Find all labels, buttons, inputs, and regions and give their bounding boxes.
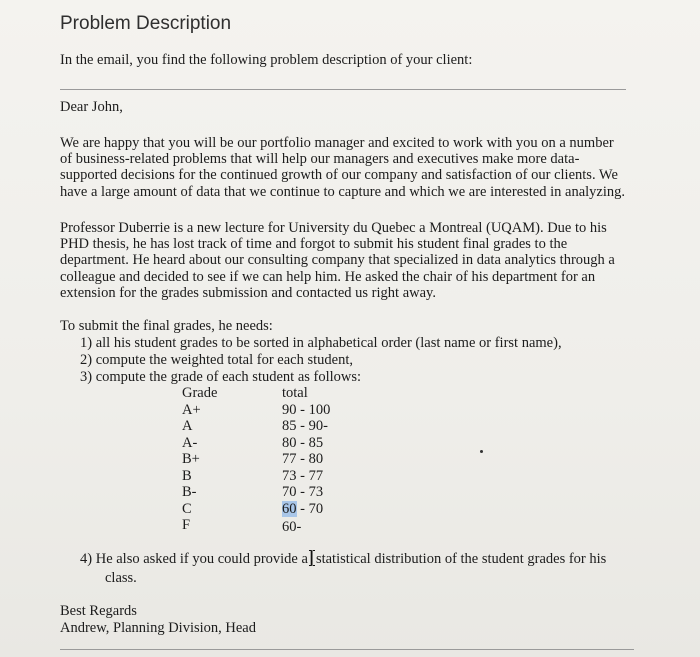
grade-cell: B+ [182,451,200,467]
grade-column [182,385,217,534]
signature: Andrew, Planning Division, Head [60,620,256,636]
list-item: 1) all his student grades to be sorted in alphabetical order (last name or first name), [80,335,562,351]
list-item-4-line2: class. [105,570,137,586]
paragraph-2-line: department. He heard about our consulting company that specialized in data analytics through a [60,252,615,269]
closing: Best Regards [60,603,137,619]
total-cell: 80 - 85 [282,434,324,451]
total-cell: 70 - 73 [282,484,324,500]
needs-intro: To submit the final grades, he needs: [60,318,273,334]
intro-text: In the email, you find the following problem description of your client: [60,52,473,68]
total-cell: 85 - 90- [282,418,328,434]
paragraph-2-line: PHD thesis, he has lost track of time and forgot to submit his student final grades to the [60,236,568,253]
list-item: 3) compute the grade of each student as follows: [80,369,362,385]
grade-cell: B- [182,484,197,500]
stray-mark [480,450,483,453]
greeting: Dear John, [60,99,123,115]
total-column [282,385,330,536]
text-cursor-icon [309,550,315,566]
page-title: Problem Description [60,13,232,34]
list-item: 2) compute the weighted total for each student, [80,352,353,368]
paragraph-1 [60,135,630,200]
paragraph-2-line: extension for the grades submission and contacted us right away. [60,284,436,301]
grade-cell: A+ [182,401,201,418]
selected-text[interactable]: 60 [282,500,297,517]
total-cell: 77 - 80 [282,451,324,467]
paragraph-2-line: colleague and decided to see if we can help him. He asked the chair of his department for an [60,268,596,285]
total-cell-rest: - 70 [296,500,324,517]
grade-cell: A- [182,434,198,451]
grade-cell: A [182,418,193,434]
grade-cell: C [182,500,192,517]
paragraph-1-line: We are happy that you will be our portfolio manager and excited to work with you on a number [60,135,614,151]
list-item-4-number: 4) [80,551,93,567]
list-item-4-text-end: statistical distribution of the student grades for his [315,551,607,567]
paragraph-2-line: Professor Duberrie is a new lecture for University du Quebec a Montreal (UQAM). Due to his [60,220,607,236]
list-item-4 [80,550,606,567]
list-item-4-text-start: He also asked if you could provide a [95,551,308,567]
paragraph-2 [60,220,630,301]
divider-bottom [60,649,634,650]
total-cell: 90 - 100 [282,401,331,418]
total-cell [282,501,330,518]
grade-header: Grade [182,385,218,401]
paragraph-1-line: supported decisions for the continued growth of our company and satisfaction of our clients. We [60,167,618,184]
grade-cell: F [182,517,191,533]
paragraph-1-line: of business-related problems that will help our managers and executives make more data- [60,151,580,168]
total-header: total [282,385,308,401]
total-cell: 60- [282,519,302,535]
total-cell: 73 - 77 [282,467,324,484]
divider-top [60,89,626,90]
paragraph-1-line: have a large amount of data that we continue to capture and which we are interested in analyzing. [60,183,626,200]
grade-cell: B [182,467,192,484]
